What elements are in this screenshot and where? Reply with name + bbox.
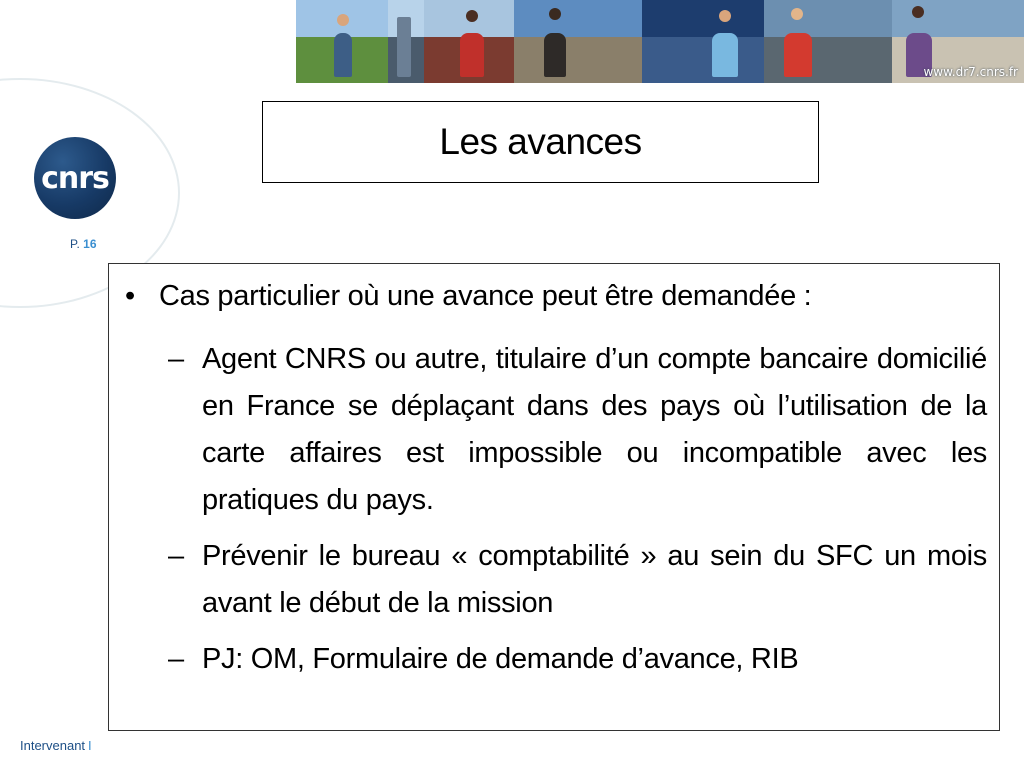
sub-bullet-text-1: Agent CNRS ou autre, titulaire d’un compte bancaire domicilié en France se déplaçant dans des pays où l’utilisation de la carte affaires est impossible ou incompatible avec les pratiques du pays. xyxy=(202,343,987,516)
page-number xyxy=(70,237,97,251)
bullet-marker: • xyxy=(125,280,135,312)
cnrs-logo-text: cnrs xyxy=(41,160,109,196)
sub-bullet-text-3: PJ: OM, Formulaire de demande d’avance, RIB xyxy=(202,643,799,675)
title-box xyxy=(262,101,819,183)
sub-bullet-text-2: Prévenir le bureau « comptabilité » au sein du SFC un mois avant le début de la mission xyxy=(202,540,987,619)
dash-marker: – xyxy=(168,343,184,375)
banner-photo-penguins xyxy=(764,0,892,83)
banner-photo-instrument xyxy=(388,0,424,83)
footer-separator: I xyxy=(88,738,92,753)
banner-photo-laboratory xyxy=(642,0,764,83)
footer xyxy=(20,738,92,753)
main-bullet-item xyxy=(121,278,987,315)
banner-photo-field-research xyxy=(296,0,388,83)
sub-bullet-list xyxy=(121,336,987,683)
sub-bullet-item-3 xyxy=(168,636,987,683)
footer-label: Intervenant xyxy=(20,738,86,753)
banner-photo-coastal-sampling xyxy=(514,0,642,83)
cnrs-logo xyxy=(34,137,116,219)
header-photo-banner xyxy=(296,0,1024,83)
sub-bullet-item-2 xyxy=(168,533,987,627)
page-number-value: 16 xyxy=(83,237,97,251)
slide-title: Les avances xyxy=(439,121,642,162)
banner-url: www.dr7.cnrs.fr xyxy=(923,65,1018,79)
dash-marker: – xyxy=(168,540,184,572)
main-bullet-text: Cas particulier où une avance peut être demandée : xyxy=(159,280,812,312)
page-number-prefix: P. xyxy=(70,237,80,251)
sub-bullet-item-1 xyxy=(168,336,987,524)
content-box xyxy=(108,263,1000,731)
banner-photo-researcher-red xyxy=(424,0,514,83)
dash-marker: – xyxy=(168,643,184,675)
